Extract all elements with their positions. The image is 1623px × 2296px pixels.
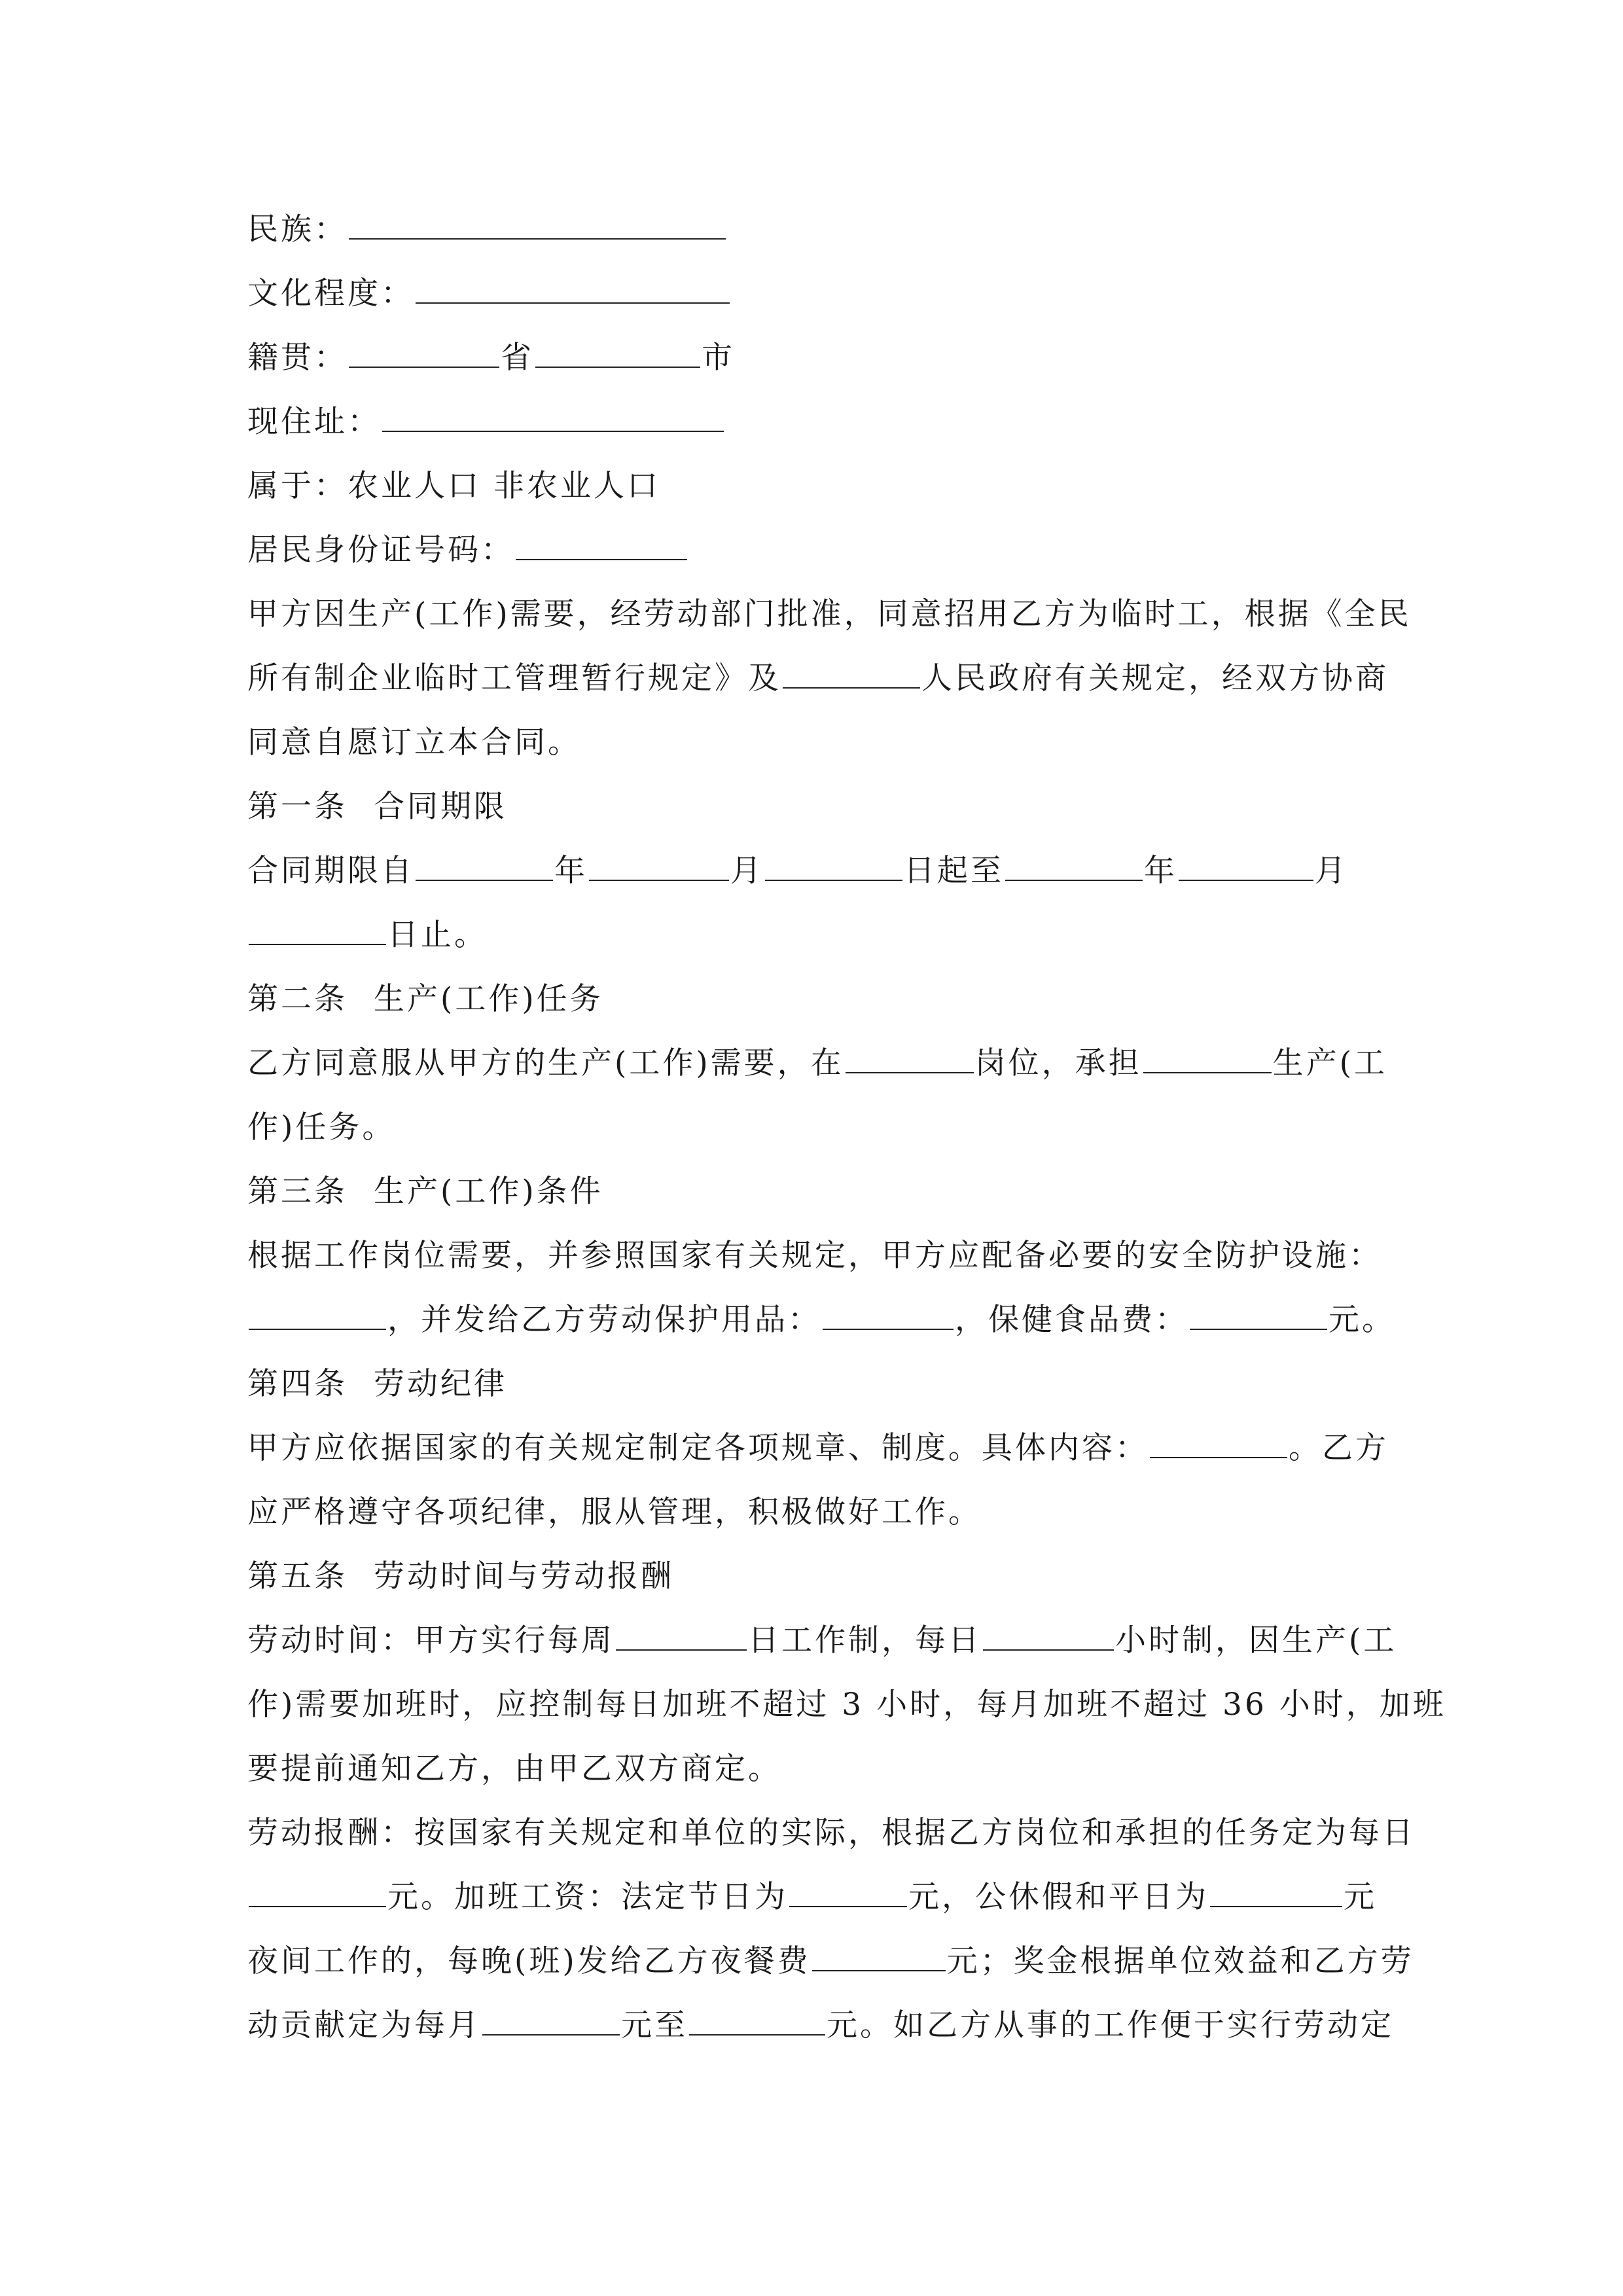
term-text-e: 年 [1144,853,1177,889]
task-text-c: 生产(工 [1272,1045,1388,1081]
pay-text-i: 元。如乙方从事的工作便于实行劳动定 [827,2007,1394,2043]
line-pay-3 [247,1929,1414,1994]
pay-text-f: 元；奖金根据单位效益和乙方劳 [946,1943,1414,1979]
pay-text-h: 元至 [621,2007,688,2043]
article-1-heading [247,775,1399,839]
label-address: 现住址： [247,404,381,440]
hours-text-a: 劳动时间：甲方实行每周 [247,1623,615,1659]
blank-weekday-pay[interactable] [1210,1905,1342,1907]
label-native-place: 籍贯： [247,340,348,376]
conditions-text-c: ，保健食品费： [955,1302,1188,1338]
article-3-heading [247,1160,1399,1224]
article-4-title: 劳动纪律 [374,1366,507,1402]
task-text-b: 岗位，承担 [974,1045,1142,1081]
blank-task[interactable] [1143,1071,1272,1073]
preamble-text-2b: 人民政府有关规定，经双方协商 [921,660,1389,696]
line-id-number [247,518,1399,583]
hours-text-c: 小时制，因生产(工 [1115,1623,1397,1659]
label-household-type: 属于：农业人口 非农业人口 [247,468,660,504]
blank-end-month[interactable] [1179,879,1313,881]
blank-rules-content[interactable] [1150,1456,1287,1458]
line-pay-1 [247,1801,1416,1865]
blank-ethnicity[interactable] [349,238,726,240]
discipline-text-a: 甲方应依据国家的有关规定制定各项规章、制度。具体内容： [247,1430,1149,1466]
label-province: 省 [501,340,534,376]
label-ethnicity: 民族： [247,211,348,247]
blank-holiday-pay[interactable] [789,1905,907,1907]
conditions-text-b: ，并发给乙方劳动保护用品： [387,1302,821,1338]
blank-bonus-max[interactable] [689,2034,825,2036]
blank-daily-pay[interactable] [249,1905,386,1907]
article-5-heading [247,1545,1399,1609]
blank-id-number[interactable] [516,558,687,560]
line-task-2 [247,1096,1399,1160]
pay-text-b: 元。加班工资：法定节日为 [387,1879,788,1915]
line-term-2 [247,903,1399,967]
line-pay-4 [247,1994,1399,2058]
task-text-d: 作)任务。 [247,1109,396,1145]
discipline-text-c: 应严格遵守各项纪律，服从管理，积极做好工作。 [247,1494,982,1530]
line-preamble-1 [247,583,1412,647]
blank-end-day[interactable] [249,943,386,945]
blank-safety-facilities[interactable] [249,1328,386,1330]
preamble-text-3: 同意自愿订立本合同。 [247,725,581,761]
article-4-heading [247,1352,1399,1416]
article-3-number: 第三条 [247,1174,348,1210]
blank-address[interactable] [382,430,724,432]
blank-protective-gear[interactable] [823,1328,954,1330]
pay-text-d: 元 [1344,1879,1377,1915]
article-4-number: 第四条 [247,1366,348,1402]
line-education [247,262,1399,326]
blank-hours-per-day[interactable] [983,1649,1114,1651]
blank-start-year[interactable] [416,879,553,881]
line-address [247,390,1399,454]
line-hours-1 [247,1609,1399,1673]
term-text-f: 月 [1315,853,1348,889]
blank-government[interactable] [783,687,920,689]
label-city: 市 [702,340,735,376]
task-text-a: 乙方同意服从甲方的生产(工作)需要，在 [247,1045,844,1081]
article-3-title: 生产(工作)条件 [374,1174,603,1210]
blank-end-year[interactable] [1005,879,1143,881]
pay-text-a: 劳动报酬：按国家有关规定和单位的实际，根据乙方岗位和承担的任务定为每日 [247,1815,1416,1851]
blank-health-food-fee[interactable] [1190,1328,1327,1330]
blank-city[interactable] [535,366,700,368]
blank-days-per-week[interactable] [616,1649,747,1651]
contract-body [247,198,1446,2058]
line-hours-3 [247,1737,1399,1801]
article-5-title: 劳动时间与劳动报酬 [374,1558,674,1594]
label-education: 文化程度： [247,276,414,312]
article-5-number: 第五条 [247,1558,348,1594]
blank-night-meal-fee[interactable] [812,1969,946,1971]
line-task-1 [247,1031,1399,1096]
line-pay-2 [247,1865,1399,1929]
line-ethnicity [247,198,1399,262]
blank-education[interactable] [416,302,730,304]
line-conditions-2 [247,1288,1399,1352]
pay-text-e: 夜间工作的，每晚(班)发给乙方夜餐费 [247,1943,811,1979]
discipline-text-b: 。乙方 [1289,1430,1389,1466]
line-preamble-2 [247,647,1399,711]
article-2-number: 第二条 [247,981,348,1017]
term-text-a: 合同期限自 [247,853,414,889]
conditions-text-a: 根据工作岗位需要，并参照国家有关规定，甲方应配备必要的安全防护设施： [247,1238,1382,1274]
line-discipline-2 [247,1480,1399,1545]
term-text-g: 日止。 [387,917,488,953]
line-hours-2 [247,1673,1446,1737]
article-2-title: 生产(工作)任务 [374,981,603,1017]
article-1-number: 第一条 [247,789,348,825]
line-conditions-1 [247,1224,1399,1288]
line-term-1 [247,839,1399,903]
pay-text-c: 元，公休假和平日为 [908,1879,1209,1915]
blank-province[interactable] [349,366,499,368]
article-2-heading [247,967,1399,1031]
line-discipline-1 [247,1416,1399,1480]
preamble-text-1: 甲方因生产(工作)需要，经劳动部门批准，同意招用乙方为临时工，根据《全民 [247,596,1412,632]
term-text-d: 日起至 [904,853,1004,889]
blank-bonus-min[interactable] [482,2034,620,2036]
line-household-type [247,454,1399,518]
term-text-c: 月 [730,853,764,889]
blank-position[interactable] [846,1071,974,1073]
label-id-number: 居民身份证号码： [247,532,514,568]
hours-text-b: 日工作制，每日 [748,1623,982,1659]
line-native-place [247,326,1399,390]
blank-start-month[interactable] [589,879,729,881]
conditions-text-d: 元。 [1329,1302,1395,1338]
line-preamble-3 [247,711,1399,775]
article-1-title: 合同期限 [374,789,507,825]
hours-text-e: 要提前通知乙方，由甲乙双方商定。 [247,1751,781,1787]
preamble-text-2a: 所有制企业临时工管理暂行规定》及 [247,660,781,696]
blank-start-day[interactable] [765,879,902,881]
pay-text-g: 动贡献定为每月 [247,2007,481,2043]
hours-text-d: 作)需要加班时，应控制每日加班不超过 3 小时，每月加班不超过 36 小时，加班 [247,1687,1446,1723]
term-text-b: 年 [554,853,588,889]
